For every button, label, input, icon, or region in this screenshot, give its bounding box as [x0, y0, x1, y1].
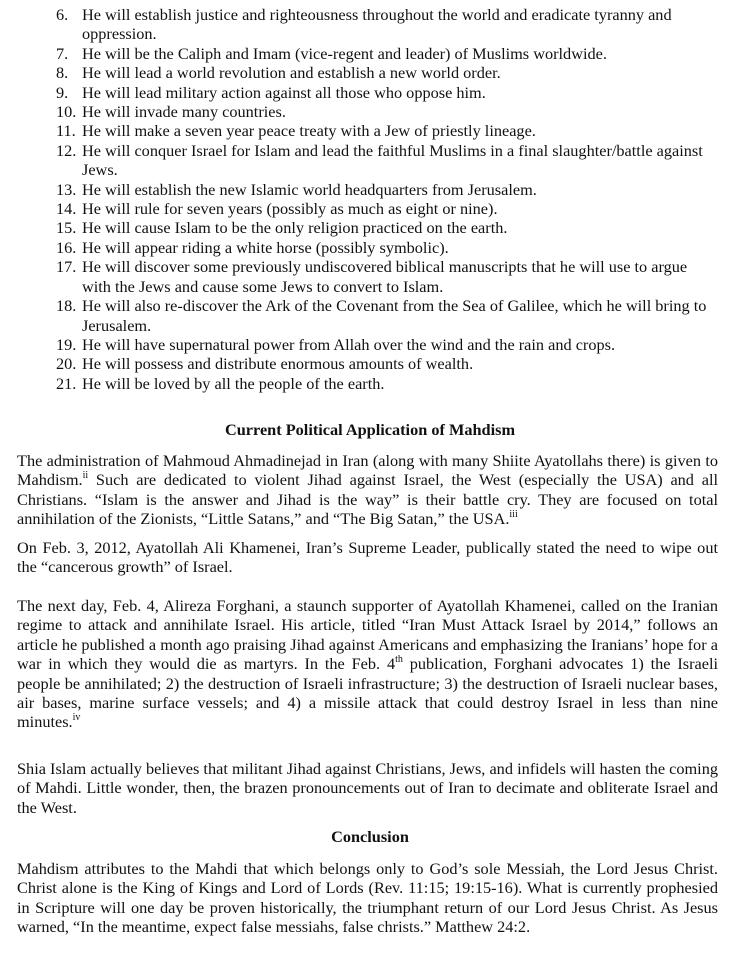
list-text: He will appear riding a white horse (possibly symbolic). — [82, 237, 449, 257]
list-number: 17. — [56, 257, 77, 277]
list-item — [0, 218, 718, 237]
list-text: He will establish the new Islamic world headquarters from Jerusalem. — [82, 179, 537, 199]
list-number: 7. — [56, 43, 69, 63]
footnote-marker: iii — [509, 508, 518, 520]
paragraph-text: Such are dedicated to violent Jihad against Israel, the West (especially the USA) and all Christians. “Islam is the answer and Jihad is the way” is their battle cry. They are focused on total annihilation of the Zionists, “Little Satans,” and “The Big Satan,” the USA. — [17, 470, 718, 529]
list-text: He will discover some previously undiscovered biblical manuscripts that he will use to argue with the Jews and cause some Jews to convert to Islam. — [82, 257, 688, 296]
footnote-marker: iv — [72, 712, 81, 724]
list-item — [0, 83, 718, 102]
list-number: 21. — [56, 373, 77, 393]
list-number: 15. — [56, 218, 77, 238]
list-text: He will cause Islam to be the only religion practiced on the earth. — [82, 218, 508, 238]
list-text: He will conquer Israel for Islam and lead the faithful Muslims in a final slaughter/battle against Jews. — [82, 140, 703, 180]
list-text: He will possess and distribute enormous amounts of wealth. — [82, 354, 474, 374]
section-heading-conclusion: Conclusion — [331, 827, 409, 846]
paragraph-administration — [17, 451, 718, 529]
list-number: 16. — [56, 237, 77, 257]
list-item — [0, 44, 718, 63]
list-item — [0, 5, 718, 44]
list-text: He will establish justice and righteousness throughout the world and eradicate tyranny and oppression. — [82, 5, 672, 44]
list-number: 8. — [56, 63, 69, 83]
list-number: 14. — [56, 199, 77, 219]
list-text: He will make a seven year peace treaty with a Jew of priestly lineage. — [82, 121, 536, 141]
list-item — [0, 141, 718, 180]
list-text: He will rule for seven years (possibly as much as eight or nine). — [82, 199, 498, 219]
list-text: He will invade many countries. — [82, 102, 286, 122]
paragraph-text: The administration of Mahmoud Ahmadinejad in Iran (along with many Shiite Ayatollahs there) is given to Mahdism. — [17, 451, 718, 490]
list-item — [0, 180, 718, 199]
list-text: He will lead a world revolution and establish a new world order. — [82, 63, 501, 83]
list-item — [0, 199, 718, 218]
list-text: He will be loved by all the people of the earth. — [82, 373, 385, 393]
paragraph-text: The next day, Feb. 4, Alireza Forghani, a staunch supporter of Ayatollah Khamenei, called on the Iranian regime to attack and annihilate Israel. His article, titled “Iran Must Attack Israel by 2014,” follows an article he published a month ago praising Jihad against Americans and emphasizing the Iranians’ hope for a war in which they would die as martyrs. In the Feb. 4 — [17, 596, 718, 674]
section-heading-political-application: Current Political Application of Mahdism — [224, 420, 516, 439]
list-number: 9. — [56, 82, 69, 102]
paragraph-forghani-article — [17, 596, 718, 732]
superscript-ordinal: th — [395, 653, 403, 665]
list-number: 11. — [56, 121, 76, 141]
list-number: 10. — [56, 102, 77, 122]
footnote-marker: ii — [82, 469, 89, 481]
paragraph-khamenei-statement: On Feb. 3, 2012, Ayatollah Ali Khamenei, Iran’s Supreme Leader, publically stated the need to wipe out the “cancerous growth” of Israel. — [17, 538, 718, 577]
list-item — [0, 296, 718, 335]
list-item — [0, 238, 718, 257]
mahdi-attributes-list — [0, 5, 740, 393]
list-text: He will have supernatural power from Allah over the wind and the rain and crops. — [82, 334, 616, 354]
list-item — [0, 335, 718, 354]
list-text: He will lead military action against all those who oppose him. — [82, 82, 486, 102]
list-number: 19. — [56, 334, 77, 354]
paragraph-shia-belief: Shia Islam actually believes that militant Jihad against Christians, Jews, and infidels will hasten the coming of Mahdi. Little wonder, then, the brazen pronouncements out of Iran to decimate and obliterate Israel and the West. — [17, 759, 718, 817]
list-item — [0, 63, 718, 82]
list-item — [0, 102, 718, 121]
list-item — [0, 374, 718, 393]
paragraph-conclusion: Mahdism attributes to the Mahdi that which belongs only to God’s sole Messiah, the Lord Jesus Christ. Christ alone is the King of Kings and Lord of Lords (Rev. 11:15; 19:15-16). What is currently prophesied in Scripture will one day be proven historically, the triumphant return of our Lord Jesus Christ. As Jesus warned, “In the meantime, expect false messiahs, false christs.” Matthew 24:2. — [17, 859, 718, 937]
list-item — [0, 257, 718, 296]
list-item — [0, 121, 718, 140]
list-text: He will be the Caliph and Imam (vice-regent and leader) of Muslims worldwide. — [82, 43, 607, 63]
list-number: 18. — [56, 296, 77, 316]
list-number: 6. — [56, 5, 69, 24]
list-number: 13. — [56, 179, 77, 199]
list-item — [0, 354, 718, 373]
list-number: 12. — [56, 140, 77, 160]
list-number: 20. — [56, 354, 77, 374]
list-text: He will also re-discover the Ark of the Covenant from the Sea of Galilee, which he will bring to Jerusalem. — [82, 296, 707, 335]
paragraph-text: publication, Forghani advocates 1) the Israeli people be annihilated; 2) the destruction of Israeli infrastructure; 3) the destruction of Israeli nuclear bases, air bases, marine surface vessels; and 4) a missile attack that could destroy Israel in less than nine minutes. — [17, 654, 718, 732]
